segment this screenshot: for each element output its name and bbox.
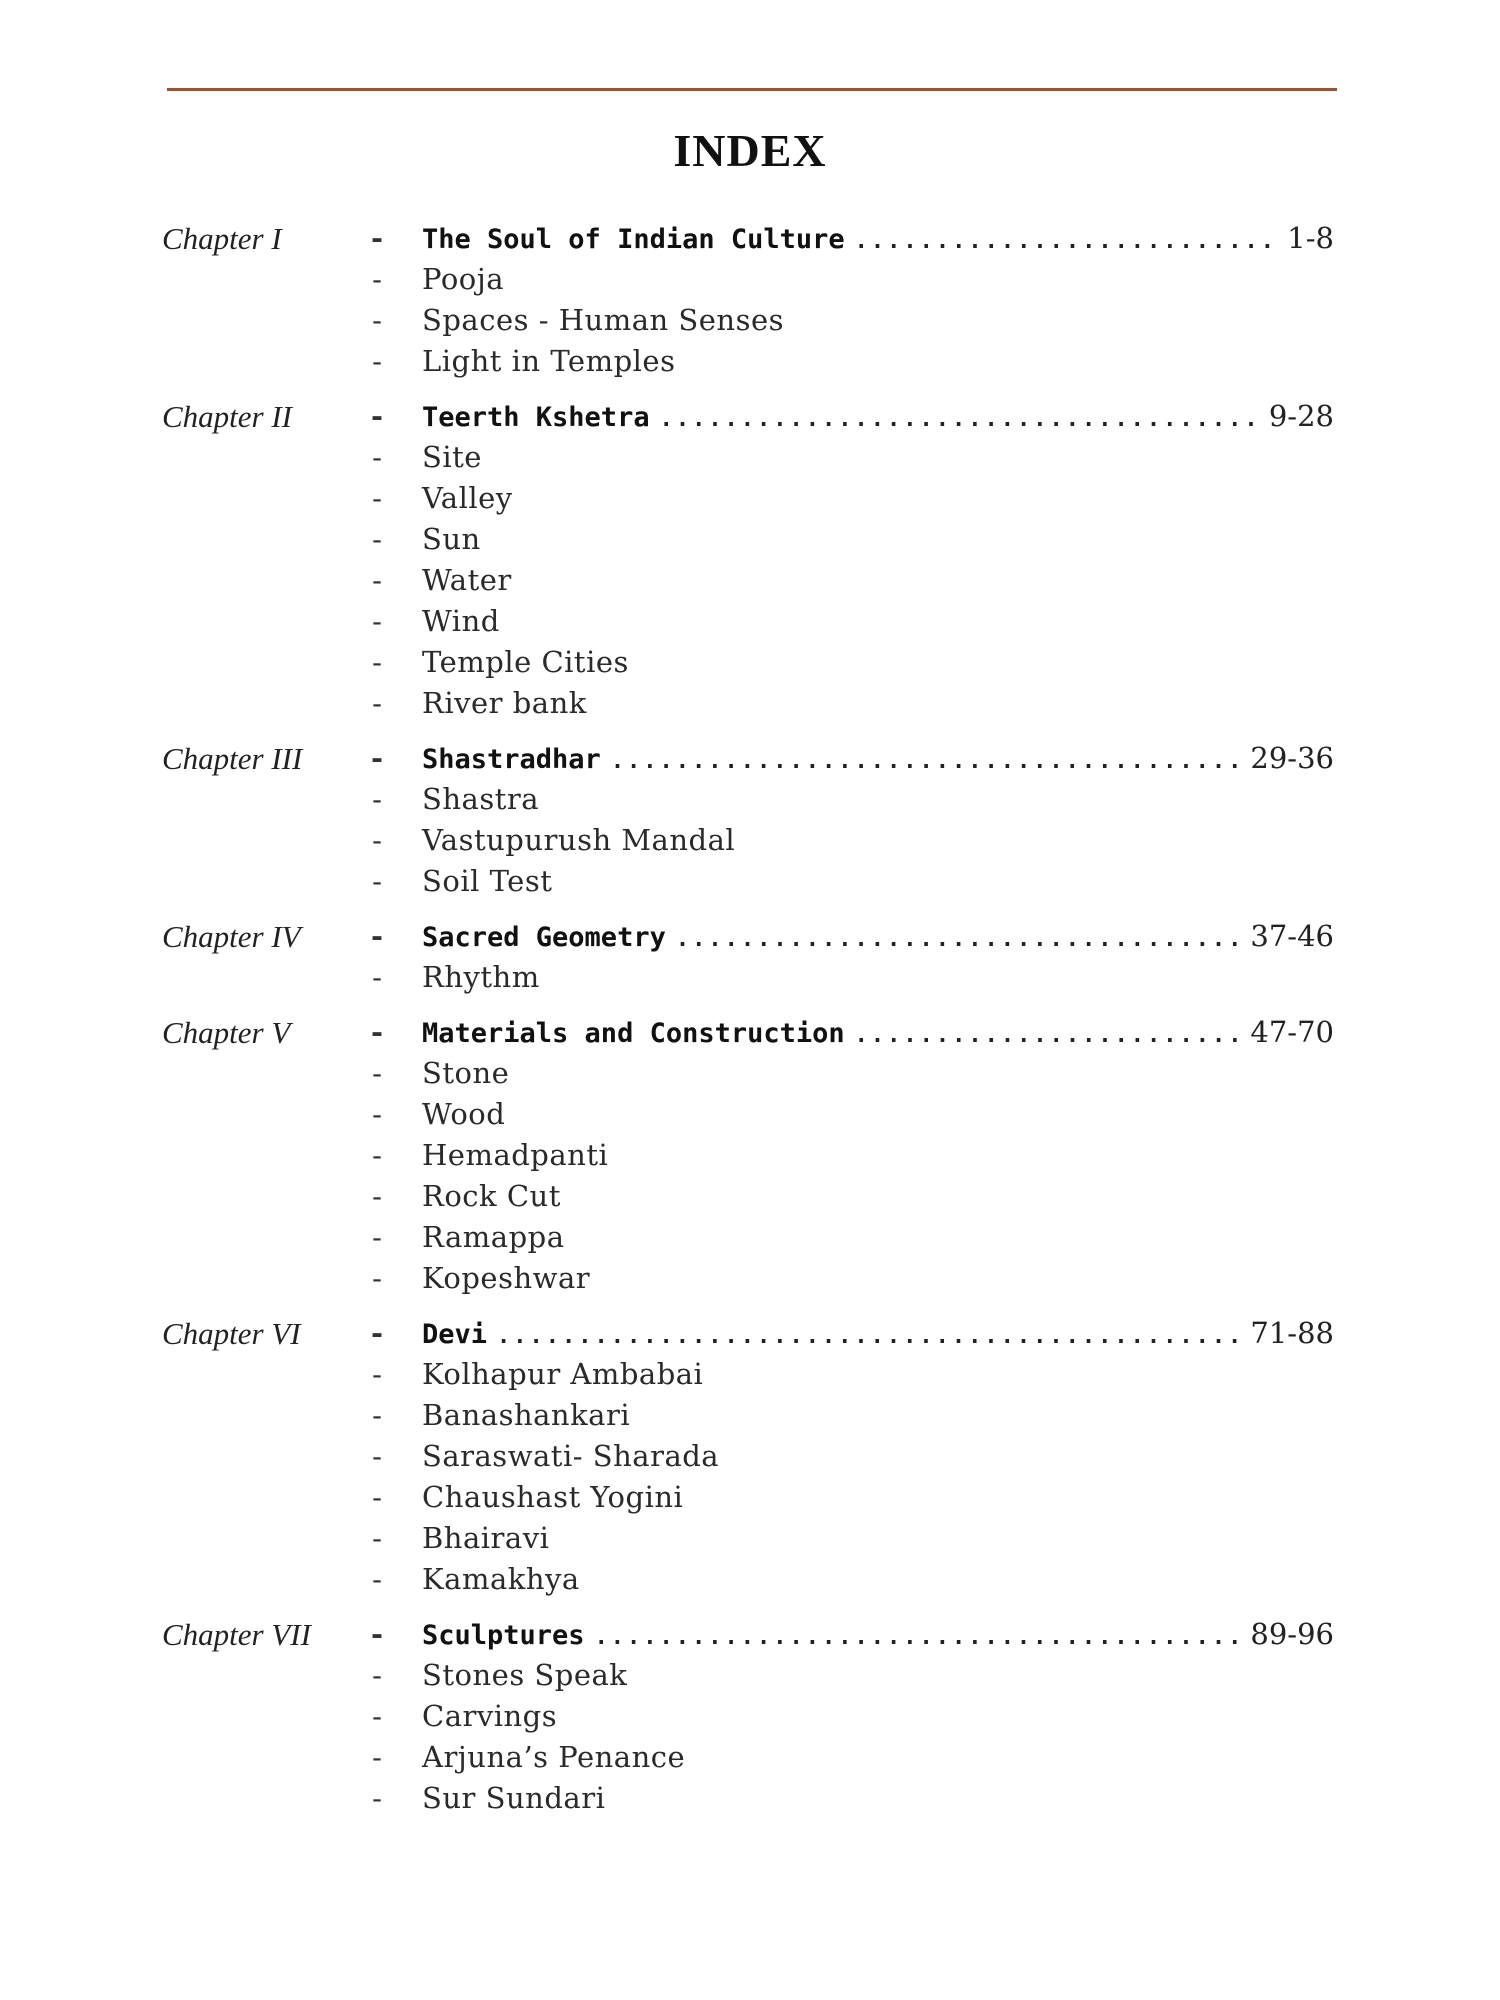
list-item bbox=[162, 1258, 1334, 1299]
dash-bullet: - bbox=[372, 864, 382, 898]
chapter-heading-row bbox=[162, 916, 1334, 957]
list-item bbox=[162, 1217, 1334, 1258]
chapter-title: Devi bbox=[422, 1319, 488, 1350]
list-item bbox=[162, 1395, 1334, 1436]
chapter-title: Sacred Geometry bbox=[422, 922, 666, 953]
topic-label: Pooja bbox=[422, 262, 505, 296]
dash-bullet: - bbox=[372, 686, 382, 720]
topic-label: Bhairavi bbox=[422, 1521, 550, 1555]
page-range: 1-8 bbox=[1287, 221, 1334, 255]
chapter-block bbox=[162, 1313, 1334, 1600]
list-item bbox=[162, 820, 1334, 861]
dash-bullet: - bbox=[372, 1398, 382, 1432]
dash-bullet: - bbox=[372, 522, 382, 556]
topic-label: Water bbox=[422, 563, 512, 597]
dash-bullet: - bbox=[372, 823, 382, 857]
chapter-title: Materials and Construction bbox=[422, 1018, 845, 1049]
chapter-entry bbox=[422, 218, 1334, 262]
topic-label: Arjuna’s Penance bbox=[422, 1740, 686, 1774]
dot-leader bbox=[855, 221, 1282, 262]
topic-label: Soil Test bbox=[422, 864, 553, 898]
topic-label: Sur Sundari bbox=[422, 1781, 606, 1815]
topic-label: Wood bbox=[422, 1097, 506, 1131]
topic-label: Carvings bbox=[422, 1699, 558, 1733]
dash-bullet: - bbox=[372, 1658, 382, 1692]
chapter-block bbox=[162, 218, 1334, 382]
dash-bullet: - bbox=[370, 1015, 384, 1049]
dash-bullet: - bbox=[372, 1220, 382, 1254]
list-item bbox=[162, 437, 1334, 478]
list-item bbox=[162, 1559, 1334, 1600]
dash-bullet: - bbox=[370, 221, 384, 255]
dash-bullet: - bbox=[372, 1261, 382, 1295]
topic-label: Site bbox=[422, 440, 482, 474]
chapter-label: Chapter III bbox=[162, 741, 303, 776]
page-range: 89-96 bbox=[1250, 1617, 1334, 1651]
list-item bbox=[162, 1354, 1334, 1395]
dash-bullet: - bbox=[372, 1138, 382, 1172]
page-range: 9-28 bbox=[1268, 399, 1334, 433]
chapter-list bbox=[162, 218, 1334, 1833]
topic-label: Banashankari bbox=[422, 1398, 631, 1432]
topic-label: Valley bbox=[422, 481, 513, 515]
list-item bbox=[162, 1094, 1334, 1135]
page-title: INDEX bbox=[673, 125, 827, 176]
list-item bbox=[162, 683, 1334, 724]
list-item bbox=[162, 642, 1334, 683]
topic-label: Kolhapur Ambabai bbox=[422, 1357, 704, 1391]
dash-bullet: - bbox=[370, 399, 384, 433]
topic-label: Rhythm bbox=[422, 960, 540, 994]
topic-label: Chaushast Yogini bbox=[422, 1480, 684, 1514]
list-item bbox=[162, 341, 1334, 382]
chapter-title: Shastradhar bbox=[422, 744, 601, 775]
list-item bbox=[162, 1436, 1334, 1477]
dash-bullet: - bbox=[372, 960, 382, 994]
topic-label: Shastra bbox=[422, 782, 540, 816]
chapter-title: The Soul of Indian Culture bbox=[422, 224, 845, 255]
chapter-label: Chapter II bbox=[162, 399, 293, 434]
dash-bullet: - bbox=[372, 1179, 382, 1213]
dash-bullet: - bbox=[372, 1521, 382, 1555]
list-item bbox=[162, 1737, 1334, 1778]
dash-bullet: - bbox=[372, 604, 382, 638]
dash-bullet: - bbox=[372, 1439, 382, 1473]
list-item bbox=[162, 1477, 1334, 1518]
topic-label: Saraswati- Sharada bbox=[422, 1439, 720, 1473]
dot-leader bbox=[497, 1316, 1244, 1357]
chapter-label: Chapter VI bbox=[162, 1316, 301, 1351]
dash-bullet: - bbox=[372, 563, 382, 597]
chapter-heading-row bbox=[162, 218, 1334, 259]
chapter-label: Chapter IV bbox=[162, 919, 301, 954]
dash-bullet: - bbox=[370, 1316, 384, 1350]
dash-bullet: - bbox=[372, 1740, 382, 1774]
chapter-block bbox=[162, 738, 1334, 902]
dash-bullet: - bbox=[372, 262, 382, 296]
list-item bbox=[162, 1778, 1334, 1819]
topic-label: River bank bbox=[422, 686, 587, 720]
topic-label: Temple Cities bbox=[422, 645, 629, 679]
topic-label: Light in Temples bbox=[422, 344, 676, 378]
topic-label: Rock Cut bbox=[422, 1179, 561, 1213]
dash-bullet: - bbox=[370, 741, 384, 775]
dash-bullet: - bbox=[372, 481, 382, 515]
list-item bbox=[162, 1053, 1334, 1094]
list-item bbox=[162, 1176, 1334, 1217]
list-item bbox=[162, 1518, 1334, 1559]
list-item bbox=[162, 519, 1334, 560]
chapter-heading-row bbox=[162, 738, 1334, 779]
chapter-heading-row bbox=[162, 1012, 1334, 1053]
dot-leader bbox=[595, 1617, 1245, 1658]
topic-label: Stones Speak bbox=[422, 1658, 628, 1692]
chapter-entry bbox=[422, 916, 1334, 960]
dash-bullet: - bbox=[370, 1617, 384, 1651]
page-range: 37-46 bbox=[1250, 919, 1334, 953]
dot-leader bbox=[611, 741, 1245, 782]
chapter-block bbox=[162, 1012, 1334, 1299]
chapter-title: Teerth Kshetra bbox=[422, 402, 650, 433]
topic-label: Stone bbox=[422, 1056, 510, 1090]
dash-bullet: - bbox=[372, 1357, 382, 1391]
topic-label: Kamakhya bbox=[422, 1562, 580, 1596]
dash-bullet: - bbox=[372, 1562, 382, 1596]
chapter-heading-row bbox=[162, 1313, 1334, 1354]
list-item bbox=[162, 300, 1334, 341]
list-item bbox=[162, 601, 1334, 642]
topic-label: Kopeshwar bbox=[422, 1261, 591, 1295]
topic-label: Wind bbox=[422, 604, 500, 638]
list-item bbox=[162, 560, 1334, 601]
list-item bbox=[162, 957, 1334, 998]
chapter-entry bbox=[422, 1614, 1334, 1658]
topic-label: Vastupurush Mandal bbox=[422, 823, 736, 857]
chapter-heading-row bbox=[162, 1614, 1334, 1655]
chapter-block bbox=[162, 396, 1334, 724]
dot-leader bbox=[660, 399, 1263, 440]
chapter-entry bbox=[422, 1012, 1334, 1056]
page-range: 29-36 bbox=[1250, 741, 1334, 775]
dash-bullet: - bbox=[372, 1699, 382, 1733]
topic-label: Spaces - Human Senses bbox=[422, 303, 785, 337]
chapter-title: Sculptures bbox=[422, 1620, 585, 1651]
chapter-label: Chapter I bbox=[162, 221, 282, 256]
chapter-entry bbox=[422, 1313, 1334, 1357]
page-range: 47-70 bbox=[1250, 1015, 1334, 1049]
list-item bbox=[162, 1135, 1334, 1176]
dash-bullet: - bbox=[372, 1480, 382, 1514]
topic-label: Hemadpanti bbox=[422, 1138, 609, 1172]
chapter-block bbox=[162, 1614, 1334, 1819]
dash-bullet: - bbox=[372, 303, 382, 337]
chapter-label: Chapter VII bbox=[162, 1617, 311, 1652]
list-item bbox=[162, 1655, 1334, 1696]
dot-leader bbox=[855, 1015, 1245, 1056]
dot-leader bbox=[676, 919, 1245, 960]
list-item bbox=[162, 779, 1334, 820]
top-rule bbox=[167, 88, 1337, 91]
dash-bullet: - bbox=[372, 1097, 382, 1131]
topic-label: Ramappa bbox=[422, 1220, 565, 1254]
chapter-entry bbox=[422, 396, 1334, 440]
list-item bbox=[162, 478, 1334, 519]
page-range: 71-88 bbox=[1250, 1316, 1334, 1350]
list-item bbox=[162, 1696, 1334, 1737]
chapter-heading-row bbox=[162, 396, 1334, 437]
dash-bullet: - bbox=[372, 440, 382, 474]
dash-bullet: - bbox=[372, 1056, 382, 1090]
dash-bullet: - bbox=[372, 344, 382, 378]
dash-bullet: - bbox=[370, 919, 384, 953]
list-item bbox=[162, 861, 1334, 902]
list-item bbox=[162, 259, 1334, 300]
topic-label: Sun bbox=[422, 522, 481, 556]
chapter-entry bbox=[422, 738, 1334, 782]
dash-bullet: - bbox=[372, 782, 382, 816]
dash-bullet: - bbox=[372, 1781, 382, 1815]
chapter-label: Chapter V bbox=[162, 1015, 291, 1050]
dash-bullet: - bbox=[372, 645, 382, 679]
chapter-block bbox=[162, 916, 1334, 998]
